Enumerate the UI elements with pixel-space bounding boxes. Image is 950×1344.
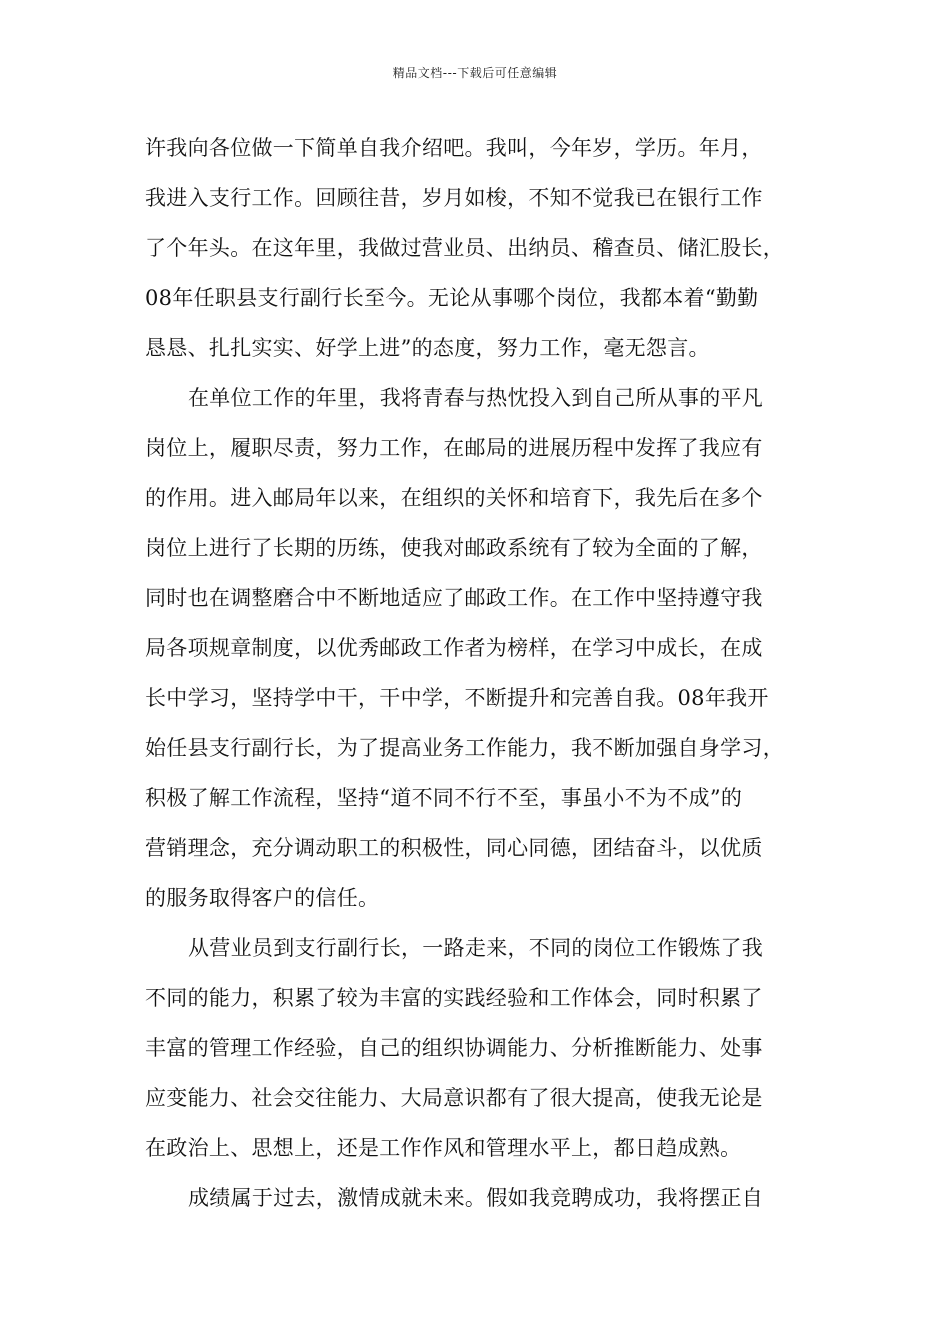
- text-line: 岗位上，履职尽责，努力工作，在邮局的进展历程中发挥了我应有: [145, 436, 763, 460]
- text-line: 08年任职县支行副行长至今。无论从事哪个岗位，我都本着“勤勤: [145, 286, 759, 310]
- text-line: 始任县支行副行长，为了提高业务工作能力，我不断加强自身学习，: [145, 736, 784, 760]
- text-line: 在政治上、思想上，还是工作作风和管理水平上，都日趋成熟。: [145, 1136, 742, 1160]
- text-line: 了个年头。在这年里，我做过营业员、出纳员、稽查员、储汇股长，: [145, 236, 784, 260]
- text-line: 在单位工作的年里，我将青春与热忱投入到自己所从事的平凡: [188, 386, 764, 410]
- text-line: 同时也在调整磨合中不断地适应了邮政工作。在工作中坚持遵守我: [145, 586, 763, 610]
- page-header: 精品文档---下载后可任意编辑: [392, 66, 558, 80]
- document-body: [145, 130, 810, 1230]
- paragraph: [145, 930, 810, 1180]
- paragraph: [145, 380, 810, 930]
- text-line: 积极了解工作流程，坚持“道不同不行不至，事虽小不为不成”的: [145, 786, 743, 810]
- text-line: 从营业员到支行副行长，一路走来，不同的岗位工作锻炼了我: [188, 936, 764, 960]
- text-line: 的服务取得客户的信任。: [145, 886, 380, 910]
- text-line: 我进入支行工作。回顾往昔，岁月如梭，不知不觉我已在银行工作: [145, 186, 763, 210]
- text-line: 局各项规章制度，以优秀邮政工作者为榜样，在学习中成长，在成: [145, 636, 763, 660]
- text-line: 营销理念，充分调动职工的积极性，同心同德，团结奋斗，以优质: [145, 836, 763, 860]
- text-line: 丰富的管理工作经验，自己的组织协调能力、分析推断能力、处事: [145, 1036, 763, 1060]
- text-line: 应变能力、社会交往能力、大局意识都有了很大提高，使我无论是: [145, 1086, 763, 1110]
- paragraph: [145, 130, 810, 380]
- text-line: 许我向各位做一下简单自我介绍吧。我叫，今年岁，学历。年月，: [145, 136, 763, 160]
- text-line: 成绩属于过去，激情成就未来。假如我竞聘成功，我将摆正自: [188, 1186, 764, 1210]
- paragraph: [145, 1180, 810, 1230]
- text-line: 长中学习，坚持学中干，干中学，不断提升和完善自我。08年我开: [145, 686, 769, 710]
- text-line: 的作用。进入邮局年以来，在组织的关怀和培育下，我先后在多个: [145, 486, 763, 510]
- text-line: 恳恳、扎扎实实、好学上进”的态度，努力工作，毫无怨言。: [145, 336, 710, 360]
- text-line: 岗位上进行了长期的历练，使我对邮政系统有了较为全面的了解，: [145, 536, 763, 560]
- text-line: 不同的能力，积累了较为丰富的实践经验和工作体会，同时积累了: [145, 986, 763, 1010]
